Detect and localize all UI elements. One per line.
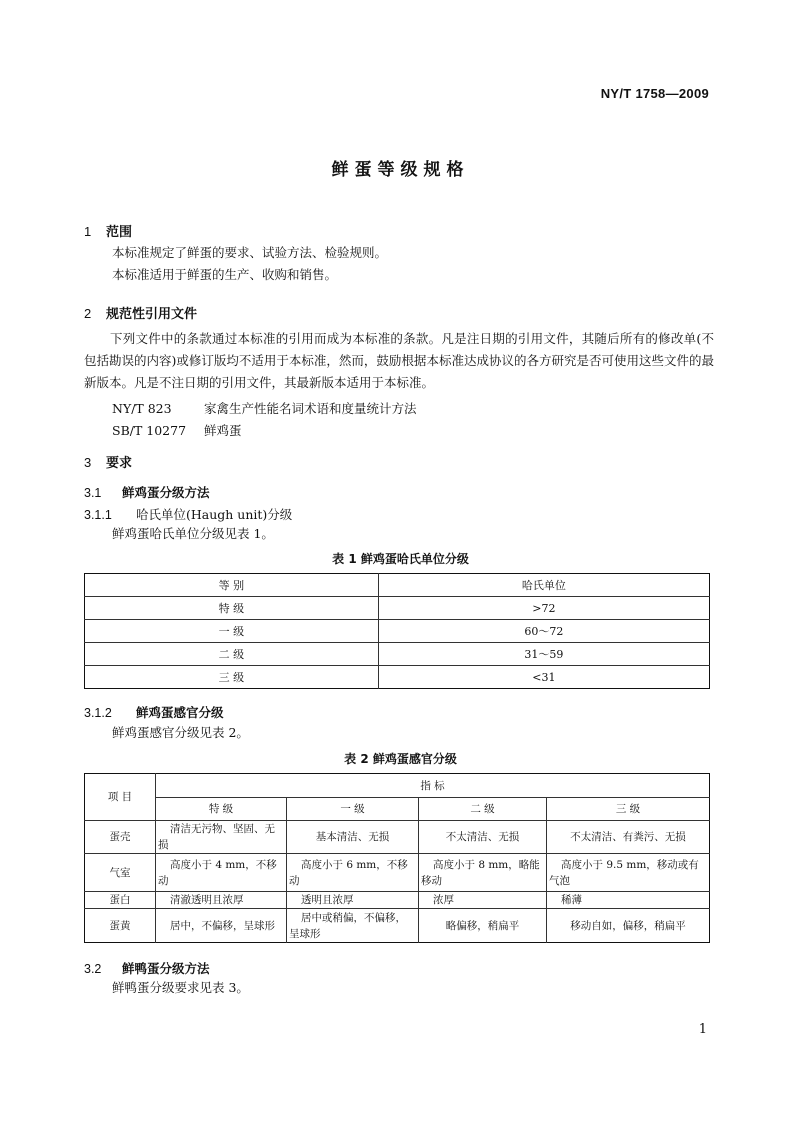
table-cell: 不太清洁、无损: [419, 821, 547, 854]
table-row: [85, 821, 710, 854]
table-2-caption: 表 2 鲜鸡蛋感官分级: [344, 752, 457, 766]
section-3-2-heading: [84, 959, 210, 977]
reference-code: SB/T 10277: [112, 423, 187, 438]
table-row: [85, 909, 710, 943]
reference-title: 家禽生产性能名词术语和度量统计方法: [204, 401, 417, 416]
section-3-heading: [84, 452, 132, 471]
document-title: 鲜蛋等级规格: [331, 160, 470, 180]
grade-cell: 一 级: [85, 620, 379, 643]
table-row: [85, 620, 710, 643]
haugh-value-cell: 31～59: [378, 643, 709, 666]
table-header-row: [85, 798, 710, 821]
section-title: 范围: [106, 225, 133, 240]
reference-item: [112, 421, 242, 439]
item-cell: 蛋黄: [85, 909, 156, 943]
reference-title: 鲜鸡蛋: [204, 423, 242, 438]
section-title: 鲜鸡蛋感官分级: [136, 705, 224, 720]
section-number: 1: [84, 224, 92, 239]
haugh-unit-table: [84, 573, 710, 689]
table-row: [85, 854, 710, 892]
section-3-1-2-heading: [84, 703, 224, 721]
table-row: [85, 892, 710, 909]
grade-cell: 特 级: [85, 597, 379, 620]
table-cell: 居中，不偏移，呈球形: [156, 909, 287, 943]
grade-header: 三 级: [547, 798, 710, 821]
item-cell: 蛋壳: [85, 821, 156, 854]
page-number: 1: [698, 1022, 707, 1037]
section-1-line-2: 本标准适用于鲜蛋的生产、收购和销售。: [112, 267, 338, 282]
table-1-caption: 表 1 鲜鸡蛋哈氏单位分级: [332, 552, 469, 566]
standard-code: NY/T 1758—2009: [600, 86, 709, 101]
table-cell: 居中或稍偏，不偏移，呈球形: [287, 909, 419, 943]
section-number: 3: [84, 455, 92, 470]
section-2-heading: [84, 303, 197, 322]
section-number: 3.1: [84, 486, 102, 500]
item-cell: 蛋白: [85, 892, 156, 909]
section-number: 2: [84, 306, 92, 321]
section-3-1-1-text: 鲜鸡蛋哈氏单位分级见表 1。: [112, 526, 274, 541]
table-cell: 高度小于 6 mm，不移动: [287, 854, 419, 892]
table-cell: 清洁无污物、坚固、无损: [156, 821, 287, 854]
sensory-grading-table: [84, 773, 710, 943]
table-header-row: [85, 774, 710, 798]
table-cell: 高度小于 4 mm，不移动: [156, 854, 287, 892]
table-header-cell: 等 别: [218, 579, 245, 592]
table-cell: 稀薄: [547, 892, 710, 909]
grade-header: 特 级: [156, 798, 287, 821]
section-number: 3.1.1: [84, 508, 112, 522]
section-title: 哈氏单位(Haugh unit)分级: [136, 507, 293, 522]
section-2-paragraph: 下列文件中的条款通过本标准的引用而成为本标准的条款。凡是注日期的引用文件，其随后所有的修改单(不包括勘误的内容)或修订版均不适用于本标准，然而，鼓励根据本标准达成协议的各方研究是否可使用这些文件的最新版本。凡是不注日期的引用文件，其最新版本适用于本标准。: [84, 331, 714, 390]
reference-item: [112, 399, 417, 417]
reference-code: NY/T 823: [112, 401, 172, 416]
table-cell: 透明且浓厚: [287, 892, 419, 909]
section-number: 3.1.2: [84, 706, 112, 720]
table-cell: 基本清洁、无损: [287, 821, 419, 854]
table-cell: 略偏移，稍扁平: [419, 909, 547, 943]
section-3-1-2-text: 鲜鸡蛋感官分级见表 2。: [112, 725, 249, 740]
item-header: 项 目: [107, 791, 133, 803]
grade-header: 二 级: [419, 798, 547, 821]
section-1-heading: [84, 221, 132, 240]
grade-header: 一 级: [287, 798, 419, 821]
table-cell: 浓厚: [419, 892, 547, 909]
section-title: 要求: [106, 456, 133, 471]
indicator-group-header: 指 标: [156, 774, 710, 798]
haugh-value-cell: >72: [378, 597, 709, 620]
table-row: [85, 643, 710, 666]
grade-cell: 二 级: [85, 643, 379, 666]
table-row: [85, 666, 710, 689]
haugh-value-cell: 60～72: [378, 620, 709, 643]
table-cell: 清澈透明且浓厚: [156, 892, 287, 909]
table-cell: 高度小于 9.5 mm，移动或有气泡: [547, 854, 710, 892]
item-cell: 气室: [85, 854, 156, 892]
table-header-cell: 哈氏单位: [378, 574, 709, 597]
section-number: 3.2: [84, 962, 102, 976]
section-title: 鲜鸡蛋分级方法: [122, 485, 210, 500]
section-title: 鲜鸭蛋分级方法: [122, 961, 210, 976]
table-cell: 不太清洁、有粪污、无损: [547, 821, 710, 854]
table-header-row: [85, 574, 710, 597]
table-row: [85, 597, 710, 620]
table-cell: 移动自如，偏移，稍扁平: [547, 909, 710, 943]
table-cell: 高度小于 8 mm，略能移动: [419, 854, 547, 892]
section-3-1-heading: [84, 483, 210, 501]
section-3-2-text: 鲜鸭蛋分级要求见表 3。: [112, 980, 249, 995]
section-title: 规范性引用文件: [106, 307, 198, 322]
grade-cell: 三 级: [85, 666, 379, 689]
section-1-line-1: 本标准规定了鲜蛋的要求、试验方法、检验规则。: [112, 245, 388, 260]
haugh-value-cell: <31: [378, 666, 709, 689]
section-3-1-1-heading: [84, 505, 292, 523]
